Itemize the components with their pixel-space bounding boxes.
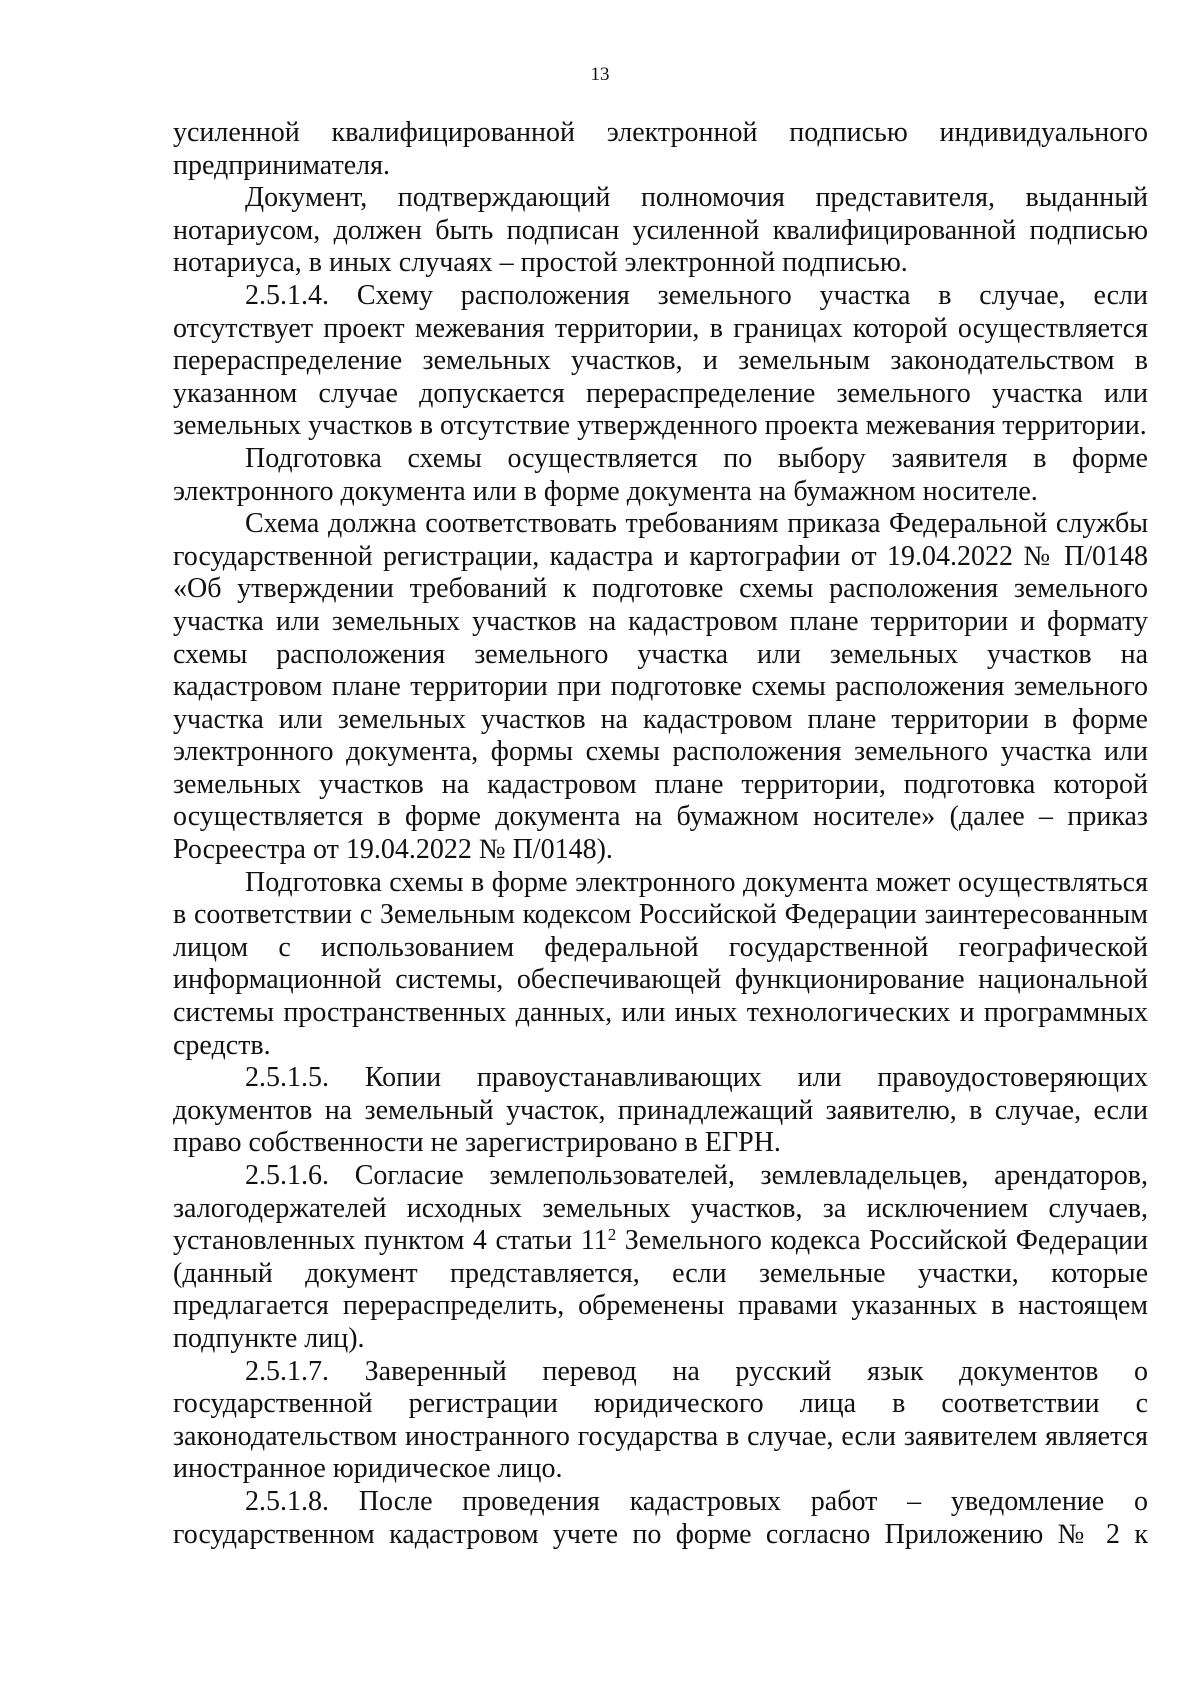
paragraph-2-5-1-8: 2.5.1.8. После проведения кадастровых работ – уведомление о государственном кадастровом учете по форме согласно Приложению № 2 к [173, 1485, 1148, 1550]
paragraph-scheme-preparation: Подготовка схемы осуществляется по выбору заявителя в форме электронного документа или в форме документа на бумажном носителе. [173, 442, 1148, 507]
paragraph-scheme-requirements: Схема должна соответствовать требованиям приказа Федеральной службы государственной регистрации, кадастра и картографии от 19.04.2022 № П/0148 «Об утверждении требований к подготовке схемы расположения земельного участка или земельных участков на кадастровом плане территории и формату схемы расположения земельного участка или земельных участков на кадастровом плане территории при подготовке схемы расположения земельного участка или земельных участков на кадастровом плане территории в форме электронного документа, формы схемы расположения земельного участка или земельных участков на кадастровом плане территории, подготовка которой осуществляется в форме документа на бумажном носителе» (далее – приказ Росреестра от 19.04.2022 № П/0148). [173, 508, 1148, 866]
paragraph-2-5-1-6-text-before: 2.5.1.6. Согласие землепользователей, землевладельцев, арендаторов, залогодержателей исходных земельных участков, за исключением случаев, установленных пунктом 4 статьи 11 [173, 1160, 1148, 1257]
paragraph-2-5-1-6-text-after: Земельного кодекса Российской Федерации (данный документ представляется, если земельные участки, которые предлагается перераспределить, обременены правами указанных в настоящем подпункте лиц). [173, 1225, 1148, 1354]
paragraph-2-5-1-7: 2.5.1.7. Заверенный перевод на русский язык документов о государственной регистрации юридического лица в соответствии с законодательством иностранного государства в случае, если заявителем является иностранное юридическое лицо. [173, 1355, 1148, 1485]
paragraph-2-5-1-5: 2.5.1.5. Копии правоустанавливающих или правоудостоверяющих документов на земельный участок, принадлежащий заявителю, в случае, если право собственности не зарегистрировано в ЕГРН. [173, 1062, 1148, 1159]
paragraph-2-5-1-6 [173, 1160, 1148, 1356]
paragraph-2-5-1-4: 2.5.1.4. Схему расположения земельного участка в случае, если отсутствует проект межевания территории, в границах которой осуществляется перераспределение земельных участков, и земельным законодательством в указанном случае допускается перераспределение земельного участка или земельных участков в отсутствие утвержденного проекта межевания территории. [173, 279, 1148, 442]
article-superscript: 2 [607, 1225, 617, 1245]
page-number: 13 [590, 64, 610, 85]
paragraph-representative-document: Документ, подтверждающий полномочия представителя, выданный нотариусом, должен быть подписан усиленной квалифицированной подписью нотариуса, в иных случаях – простой электронной подписью. [173, 182, 1148, 279]
paragraph-electronic-scheme: Подготовка схемы в форме электронного документа может осуществляться в соответствии с Земельным кодексом Российской Федерации заинтересованным лицом с использованием федеральной государственной географической информационной системы, обеспечивающей функционирование национальной системы пространственных данных, или иных технологических и программных средств. [173, 866, 1148, 1061]
paragraph-continuation: усиленной квалифицированной электронной подписью индивидуального предпринимателя. [173, 117, 1148, 181]
document-body [173, 117, 1148, 1551]
